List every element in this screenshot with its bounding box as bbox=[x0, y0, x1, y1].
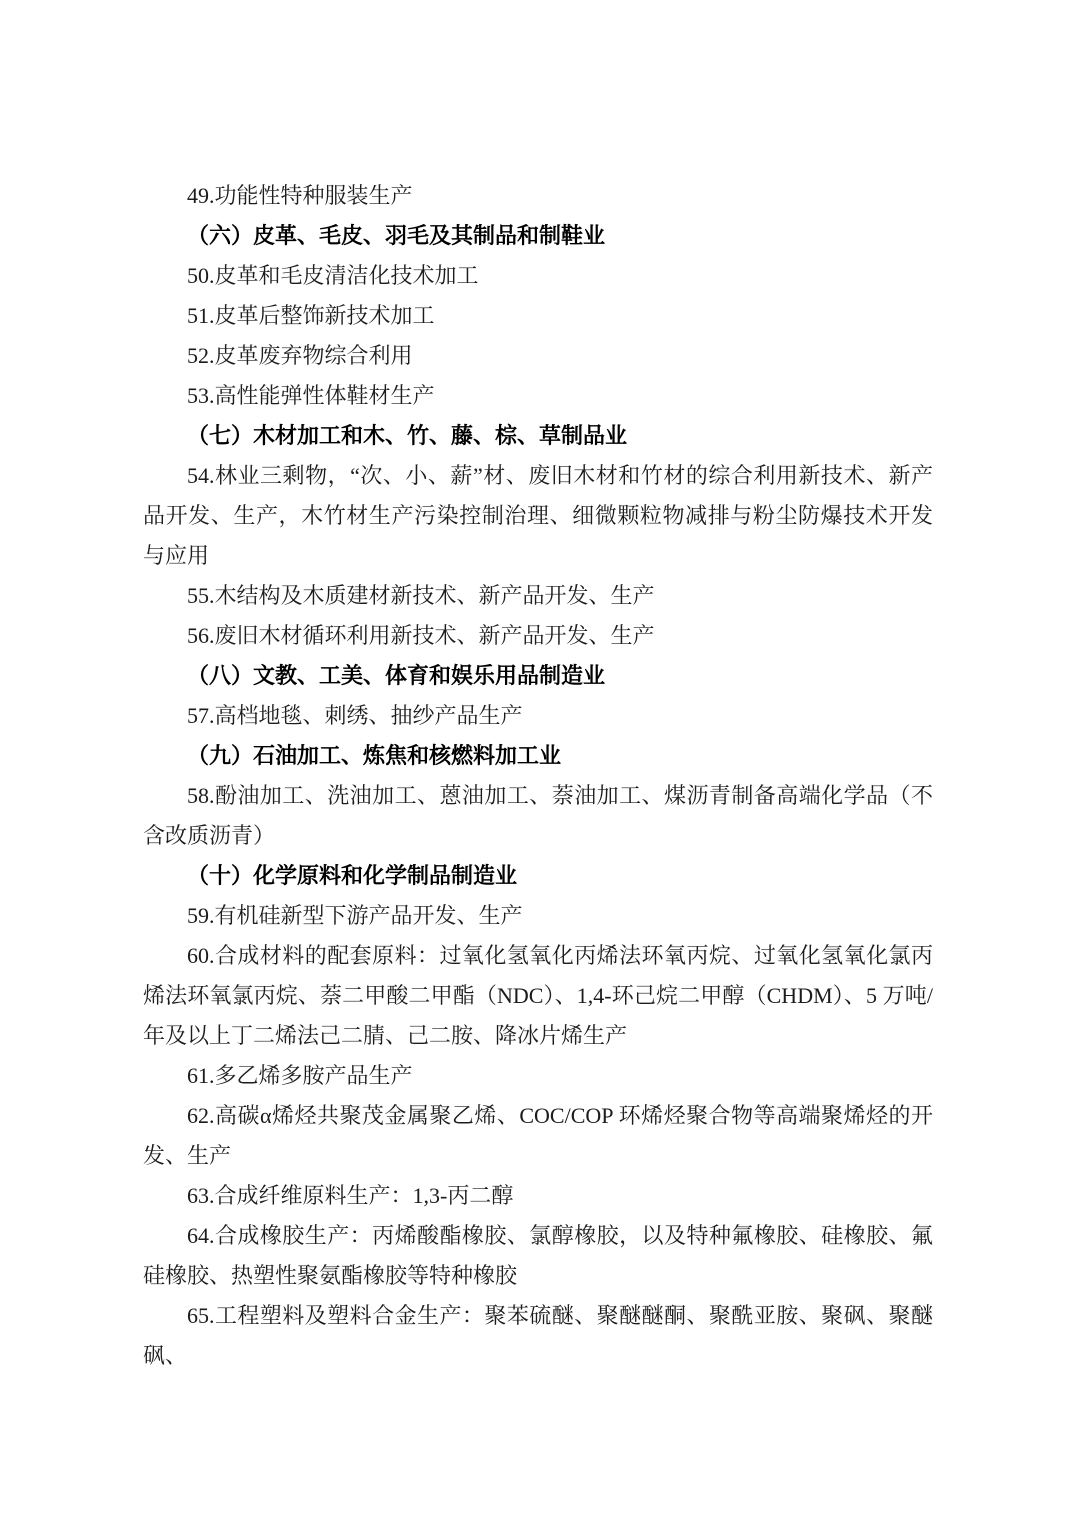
list-item: 62.高碳α烯烃共聚茂金属聚乙烯、COC/COP 环烯烃聚合物等高端聚烯烃的开发、生产 bbox=[143, 1103, 933, 1168]
section-heading: （六）皮革、毛皮、羽毛及其制品和制鞋业 bbox=[187, 223, 606, 248]
list-item: 58.酚油加工、洗油加工、蒽油加工、萘油加工、煤沥青制备高端化学品（不含改质沥青） bbox=[143, 783, 933, 848]
list-item: 56.废旧木材循环利用新技术、新产品开发、生产 bbox=[187, 623, 655, 648]
section-heading: （七）木材加工和木、竹、藤、棕、草制品业 bbox=[187, 423, 628, 448]
list-item: 54.林业三剩物，“次、小、薪”材、废旧木材和竹材的综合利用新技术、新产品开发、生产，木竹材生产污染控制治理、细微颗粒物减排与粉尘防爆技术开发与应用 bbox=[143, 463, 933, 568]
list-item: 59.有机硅新型下游产品开发、生产 bbox=[187, 903, 523, 928]
section-heading: （十）化学原料和化学制品制造业 bbox=[187, 863, 518, 888]
section-heading: （九）石油加工、炼焦和核燃料加工业 bbox=[187, 743, 562, 768]
list-item: 60.合成材料的配套原料：过氧化氢氧化丙烯法环氧丙烷、过氧化氢氧化氯丙烯法环氧氯丙烷、萘二甲酸二甲酯（NDC）、1,4-环己烷二甲醇（CHDM）、5 万吨/年及以上丁二烯法己二腈、己二胺、降冰片烯生产 bbox=[143, 943, 933, 1048]
list-item: 50.皮革和毛皮清洁化技术加工 bbox=[187, 263, 479, 288]
list-item: 49.功能性特种服装生产 bbox=[187, 183, 413, 208]
list-item: 52.皮革废弃物综合利用 bbox=[187, 343, 413, 368]
list-item: 64.合成橡胶生产：丙烯酸酯橡胶、氯醇橡胶，以及特种氟橡胶、硅橡胶、氟硅橡胶、热塑性聚氨酯橡胶等特种橡胶 bbox=[143, 1223, 933, 1288]
list-item: 61.多乙烯多胺产品生产 bbox=[187, 1063, 413, 1088]
list-item: 65.工程塑料及塑料合金生产：聚苯硫醚、聚醚醚酮、聚酰亚胺、聚砜、聚醚砜、 bbox=[143, 1303, 933, 1368]
list-item: 51.皮革后整饰新技术加工 bbox=[187, 303, 435, 328]
list-item: 53.高性能弹性体鞋材生产 bbox=[187, 383, 435, 408]
list-item: 63.合成纤维原料生产：1,3-丙二醇 bbox=[187, 1183, 514, 1208]
section-heading: （八）文教、工美、体育和娱乐用品制造业 bbox=[187, 663, 606, 688]
list-item: 55.木结构及木质建材新技术、新产品开发、生产 bbox=[187, 583, 655, 608]
list-item: 57.高档地毯、刺绣、抽纱产品生产 bbox=[187, 703, 523, 728]
document-body bbox=[143, 176, 933, 1376]
